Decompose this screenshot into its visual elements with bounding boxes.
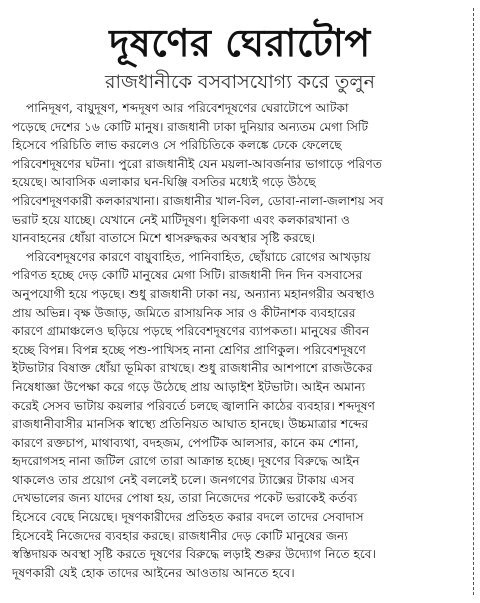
body-line: স্বস্তিদায়ক অবস্থা সৃষ্টি করতে দূষণের বিরুদ্ধে লড়াই শুরুর উদ্যোগ নিতে হবে।: [12, 547, 376, 562]
body-line: পরিবেশদূষণের ঘটনা। পুরো রাজধানীই যেন ময়লা-আবর্জনার ভাগাড়ে পরিণত: [12, 156, 382, 171]
article-headline: দূষণের ঘেরাটোপ: [109, 21, 371, 65]
body-line: ভরাট হয়ে যাচ্ছে। যেখানে নেই মাটিদূষণ। ধূলিকণা এবং কলকারখানা ও: [12, 212, 350, 227]
body-line: থাকলেও তার প্রয়োগ নেই বললেই চলে। জনগণের ট্যাক্সের টাকায় এসব: [12, 472, 355, 487]
body-line: অনুপযোগী হয়ে পড়ছে। শুধু রাজধানী ঢাকা নয়, অন্যান্য মহানগরীর অবস্থাও: [12, 286, 375, 301]
body-line: হিসেবে বেছে নিয়েছে। দূষণকারীদের প্রতিহত করার বদলে তাদের সেবাদাস: [12, 510, 364, 525]
body-line: হৃদরোগসহ নানা জটিল রোগে তারা আক্রান্ত হচ্ছে। দূষণের বিরুদ্ধে আইন: [12, 454, 360, 469]
body-line: হিসেবেই নিজেদের ব্যবহার করছে। রাজধানীর দেড় কোটি মানুষের জন্য: [12, 528, 348, 543]
body-line: রাজধানীবাসীর মানসিক স্বাস্থ্যে প্রতিনিয়ত আঘাত হানছে। উচ্চমাত্রার শব্দের: [12, 417, 369, 432]
body-line: পরিবেশদূষণকারী কলকারখানা। রাজধানীর খাল-বিল, ডোবা-নালা-জলাশয় সব: [12, 193, 384, 208]
body-line: পানিদূষণ, বায়ুদূষণ, শব্দদূষণ আর পরিবেশদূষণের ঘেরাটোপে আটকা: [26, 101, 349, 115]
body-line: হিসেবে পরিচিতি লাভ করলেও সে পরিচিতিকে কলঙ্কে ঢেকে ফেলেছে: [12, 138, 342, 153]
column-divider: [473, 8, 474, 595]
body-line: যানবাহনের ধোঁয়া বাতাসে মিশে শ্বাসরুদ্ধকর অবস্থার সৃষ্টি করছে।: [12, 231, 316, 246]
body-line: নিষেধাজ্ঞা উপেক্ষা করে গড়ে উঠেছে প্রায় আড়াইশ ইটভাটা। আইন অমান্য: [12, 379, 366, 394]
body-line: হয়েছে। আবাসিক এলাকার ঘন-ঘিঞ্জি বসতির মধ্যেই গড়ে উঠছে: [12, 175, 316, 190]
article-body: [12, 99, 452, 582]
body-line: দূষণকারী যেই হোক তাদের আইনের আওতায় আনতে হবে।: [12, 565, 295, 580]
body-line: হচ্ছে বিপন্ন। বিপন্ন হচ্ছে পশু-পাখিসহ নানা শ্রেণির প্রাণিকুল। পরিবেশদূষণে: [12, 342, 366, 357]
body-line: ইটভাটার বিষাক্ত ধোঁয়া ভূমিকা রাখছে। শুধু রাজধানীর আশপাশে রাজউকের: [12, 361, 373, 376]
body-line: কারণে গ্রামাঞ্চলেও ছড়িয়ে পড়ছে পরিবেশদূষণের ব্যাপকতা। মানুষের জীবন: [12, 324, 370, 339]
body-line: পড়েছে দেশের ১৬ কোটি মানুষ। রাজধানী ঢাকা দুনিয়ার অন্যতম মেগা সিটি: [12, 119, 369, 134]
body-line: দেখভালের জন্য যাদের পোষা হয়, তারা নিজেদের পকেট ভরাকেই কর্তব্য: [12, 491, 358, 506]
body-line: প্রায় অভিন্ন। বৃক্ষ উজাড়, জমিতে রাসায়নিক সার ও কীটনাশক ব্যবহারের: [12, 305, 356, 320]
article-subheadline: রাজধানীকে বসবাসযোগ্য করে তুলুন: [105, 71, 375, 93]
body-line: পরিণত হচ্ছে দেড় কোটি মানুষের মেগা সিটি। রাজধানী দিন দিন বসবাসের: [12, 268, 363, 283]
body-line: কারণে রক্তচাপ, মাথাব্যথা, বদহজম, পেপটিক আলসার, কানে কম শোনা,: [12, 435, 359, 450]
body-line: করেই সেসব ভাটায় কয়লার পরিবর্তে চলছে জ্বালানি কাঠের ব্যবহার। শব্দদূষণ: [12, 398, 375, 413]
body-line: পরিবেশদূষণের কারণে বায়ুবাহিত, পানিবাহিত, ছোঁয়াচে রোগের আখড়ায়: [26, 249, 371, 264]
